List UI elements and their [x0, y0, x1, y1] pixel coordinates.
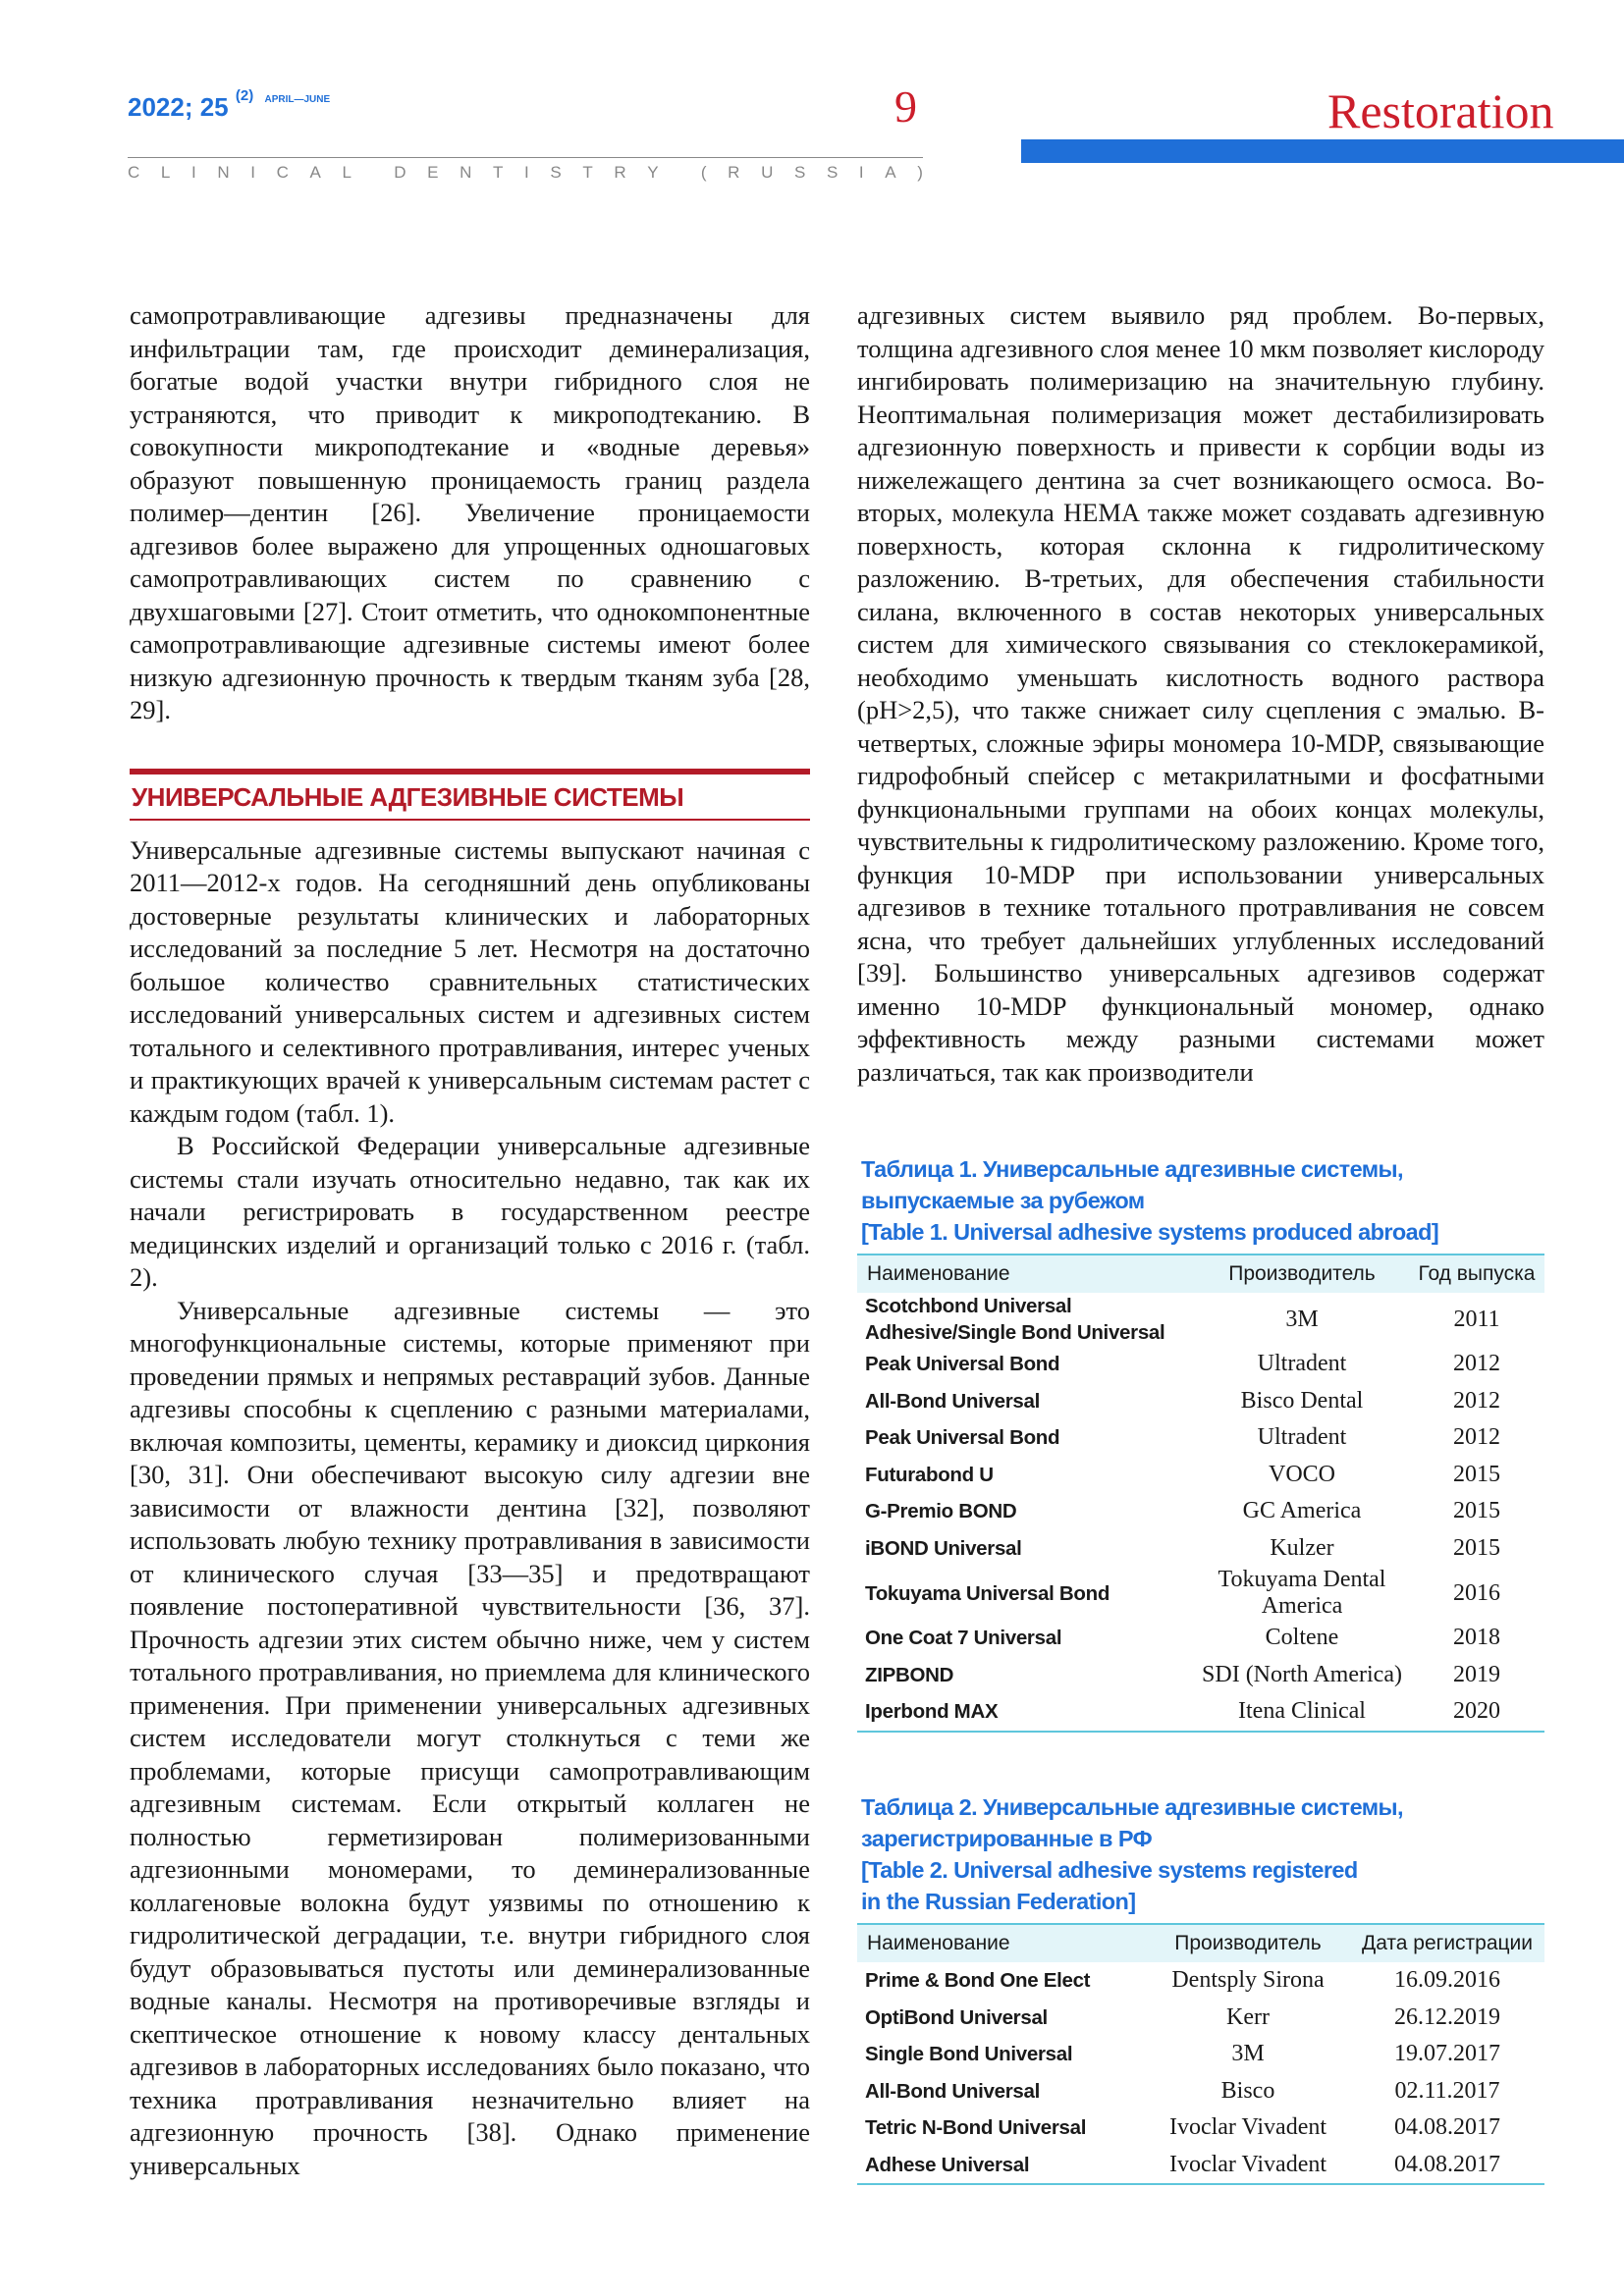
date-cell: 2015: [1453, 1534, 1500, 1561]
manufacturer-cell: Ultradent: [1257, 1351, 1347, 1377]
date-cell: 2020: [1409, 1693, 1544, 1732]
section-heading: УНИВЕРСАЛЬНЫЕ АДГЕЗИВНЫЕ СИСТЕМЫ: [130, 774, 810, 821]
date-cell: 2015: [1453, 1461, 1500, 1487]
column-header: Дата регистрации: [1350, 1924, 1544, 1962]
header-rule: [128, 157, 923, 158]
table-row: [857, 2073, 1544, 2110]
date-cell: 2011: [1453, 1306, 1500, 1332]
product-name-cell: Scotchbond Universal Adhesive/Single Bond Universal: [865, 1295, 1165, 1344]
manufacturer-cell: SDI (North America): [1202, 1661, 1402, 1687]
date-cell: 26.12.2019: [1394, 2003, 1500, 2030]
right-column: [857, 299, 1544, 1089]
journal-letter: S: [550, 163, 562, 182]
table-2-block: [857, 1791, 1544, 2185]
date-cell: 2012: [1453, 1387, 1500, 1414]
manufacturer-cell: Tokuyama Dental America: [1218, 1567, 1386, 1619]
paragraph: В Российской Федерации универсальные адгезивные системы стали изучать относительно недавно, так как их начали регистрировать в государственном реестре медицинских изделий и организаций только с 2016 г. (табл. 2).: [130, 1131, 810, 1292]
column-header: Производитель: [1146, 1924, 1350, 1962]
product-name-cell: Peak Universal Bond: [865, 1426, 1060, 1450]
table-row: [857, 1457, 1544, 1494]
table-1: [857, 1254, 1544, 1733]
journal-letter: U: [761, 163, 774, 182]
journal-letter: I: [191, 163, 196, 182]
table-row: [857, 1419, 1544, 1457]
date-cell: 19.07.2017: [1394, 2041, 1500, 2067]
journal-letter: N: [460, 163, 472, 182]
manufacturer-cell: Bisco Dental: [1240, 1387, 1364, 1414]
table-1-block: [857, 1153, 1544, 1733]
table-header-row: [857, 1924, 1544, 1962]
date-cell: 16.09.2016: [1394, 1967, 1500, 1994]
date-cell: 2018: [1453, 1625, 1500, 1651]
date-cell: 2016: [1453, 1579, 1500, 1606]
table-2-title: [861, 1791, 1544, 1917]
manufacturer-cell: Ivoclar Vivadent: [1168, 2114, 1327, 2141]
journal-letter: I: [250, 163, 255, 182]
table-row: [857, 1493, 1544, 1530]
manufacturer-cell: 3M: [1231, 2041, 1265, 2067]
table-row: [857, 2147, 1544, 2185]
date-cell: 2019: [1453, 1661, 1500, 1687]
table-row: [857, 2000, 1544, 2037]
table-row: [857, 1293, 1544, 1346]
issue-volume: 2022; 25: [128, 92, 229, 122]
journal-letter: S: [826, 163, 839, 182]
manufacturer-cell: 3M: [1285, 1306, 1319, 1332]
product-name-cell: All-Bond Universal: [865, 1389, 1040, 1413]
manufacturer-cell: Itena Clinical: [1195, 1693, 1409, 1732]
manufacturer-cell: Bisco: [1220, 2077, 1275, 2104]
section-heading-block: [130, 769, 810, 821]
journal-letter: D: [394, 163, 406, 182]
table-row: [857, 2036, 1544, 2073]
manufacturer-cell: Ultradent: [1257, 1424, 1347, 1451]
journal-letter: A: [309, 163, 321, 182]
journal-letter: ): [917, 163, 923, 182]
product-name-cell: iBOND Universal: [865, 1536, 1022, 1560]
product-name-cell: All-Bond Universal: [865, 2079, 1040, 2103]
product-name-cell: Adhese Universal: [857, 2147, 1146, 2185]
journal-letter: I: [858, 163, 864, 182]
journal-letter: C: [276, 163, 289, 182]
table-2-title-ru: Таблица 2. Универсальные адгезивные системы, зарегистрированные в РФ: [861, 1794, 1403, 1851]
column-header: Производитель: [1195, 1255, 1409, 1293]
paragraph: самопротравливающие адгезивы предназначены для инфильтрации там, где происходит деминерализация, богатые водой участки внутри гибридного слоя не устраняются, что приводит к микроподтеканию. В совокупности микроподтекание и «водные деревья» образуют повышенную проницаемость границ раздела полимер—дентин [26]. Увеличение проницаемости адгезивов более выражено для упрощенных одношаговых самопротравливающих систем по сравнению с двухшаговыми [27]. Стоит отметить, что однокомпонентные самопротравливающие адгезивные системы имеют более низкую адгезионную прочность к твердым тканям зуба [28, 29].: [130, 300, 810, 724]
table-1-title: [861, 1153, 1544, 1248]
product-name-cell: OptiBond Universal: [865, 2005, 1048, 2029]
date-cell: 04.08.2017: [1394, 2114, 1500, 2141]
product-name-cell: One Coat 7 Universal: [865, 1627, 1062, 1650]
left-column: [130, 299, 810, 2182]
manufacturer-cell: Kerr: [1226, 2003, 1270, 2030]
table-row: [857, 1530, 1544, 1568]
manufacturer-cell: VOCO: [1268, 1461, 1335, 1487]
manufacturer-cell: Ivoclar Vivadent: [1146, 2147, 1350, 2185]
table-1-title-ru: Таблица 1. Универсальные адгезивные системы, выпускаемые за рубежом: [861, 1156, 1403, 1213]
issue-months: APRIL—JUNE: [264, 94, 331, 105]
date-cell: 2015: [1453, 1498, 1500, 1524]
column-header: Год выпуска: [1409, 1255, 1544, 1293]
journal-letter: C: [128, 163, 140, 182]
table-row: [857, 1657, 1544, 1694]
paragraph: Универсальные адгезивные системы — это многофункциональные системы, которые применяют при проведении прямых и непрямых реставраций зубов. Данные адгезивы способны к сцеплению с разными материалами, включая композиты, цементы, керамику и диоксид циркония [30, 31]. Они обеспечивают высокую силу адгезии вне зависимости от влажности дентина [32], позволяют использовать любую технику протравливания в зависимости от клинического случая [33—35] и предотвращают появление постоперативной чувствительности [36, 37]. Прочность адгезии этих систем обычно ниже, чем у систем тотального протравливания, но приемлема для клинического применения. При применении универсальных адгезивных систем исследователи могут столкнуться с теми же проблемами, которые присущи самопротравливающим адгезивным системам. Если открытый коллаген не полностью герметизирован полимеризованными адгезионными мономерами, то деминерализованные коллагеновые волокна будут уязвимы по отношению к гидролитической деградации, т.е. внутри гибридного слоя будут образовываться пустоты или деминерализованные водные каналы. Несмотря на противоречивые взгляды и скептическое отношение к новому классу дентальных адгезивов в лабораторных исследованиях было показано, что техника протравливания незначительно влияет на адгезионную прочность [38]. Однако применение универсальных: [130, 1295, 810, 2180]
section-title: Restoration: [1327, 83, 1554, 138]
product-name-cell: Tokuyama Universal Bond: [865, 1581, 1110, 1605]
journal-letter: S: [793, 163, 806, 182]
product-name-cell: Single Bond Universal: [865, 2043, 1073, 2066]
product-name-cell: Tetric N-Bond Universal: [865, 2116, 1087, 2140]
journal-letter: Y: [647, 163, 659, 182]
manufacturer-cell: Coltene: [1265, 1625, 1339, 1651]
table-2: [857, 1923, 1544, 2185]
issue-number: (2): [235, 87, 254, 105]
journal-letter: R: [728, 163, 740, 182]
journal-letter: T: [582, 163, 593, 182]
table-row: [857, 2109, 1544, 2147]
journal-letter: (: [700, 163, 707, 182]
table-1-title-en: [Table 1. Universal adhesive systems produced abroad]: [861, 1219, 1439, 1245]
table-row: [857, 1383, 1544, 1420]
section-bar: [1021, 139, 1624, 163]
journal-name: [128, 163, 923, 183]
product-name-cell: Iperbond MAX: [857, 1693, 1195, 1732]
table-row: [857, 1567, 1544, 1620]
journal-letter: L: [342, 163, 352, 182]
date-cell: 04.08.2017: [1350, 2147, 1544, 2185]
table-2-title-en: [Table 2. Universal adhesive systems registered in the Russian Federation]: [861, 1857, 1358, 1914]
journal-letter: T: [493, 163, 504, 182]
table-row: [857, 1620, 1544, 1657]
journal-letter: N: [217, 163, 230, 182]
page-number: 9: [894, 81, 917, 132]
paragraph: адгезивных систем выявило ряд проблем. Во-первых, толщина адгезивного слоя менее 10 мкм позволяет кислороду ингибировать полимеризацию на значительную глубину. Неоптимальная полимеризация может дестабилизировать адгезионную поверхность и привести к сорбции воды из нижележащего дентина за счет возникающего осмоса. Во-вторых, молекула HEMA также может создавать адгезивную поверхность, которая склонна к гидролитическому разложению. В-третьих, для обеспечения стабильности силана, включенного в состав некоторых универсальных систем для химического связывания со стеклокерамикой, необходимо уменьшать кислотность водного раствора (pH>2,5), что также снижает силу сцепления с эмалью. В-четвертых, сложные эфиры мономера 10-MDP, связывающие гидрофобный спейсер с метакрилатными и фосфатными функциональными группами на обоих концах молекулы, чувствительны к гидролитическому разложению. Кроме того, функция 10-MDP при использовании универсальных адгезивов в технике тотального протравливания не совсем ясна, что требует дальнейших углубленных исследований [39]. Большинство универсальных адгезивов содержат именно 10-MDP функциональный мономер, однако эффективность между разными системами может различаться, так как производители: [857, 300, 1544, 1087]
manufacturer-cell: GC America: [1242, 1498, 1362, 1524]
journal-letter: R: [614, 163, 626, 182]
manufacturer-cell: Dentsply Sirona: [1171, 1967, 1325, 1994]
manufacturer-cell: Kulzer: [1270, 1534, 1334, 1561]
product-name-cell: Prime & Bond One Elect: [865, 1969, 1091, 1993]
date-cell: 2012: [1453, 1351, 1500, 1377]
product-name-cell: G-Premio BOND: [865, 1500, 1017, 1523]
journal-letter: A: [885, 163, 896, 182]
column-header: Наименование: [857, 1924, 1146, 1962]
issue-info: [128, 87, 331, 123]
product-name-cell: Futurabond U: [865, 1463, 994, 1486]
journal-letter: L: [160, 163, 171, 182]
journal-letter: I: [524, 163, 529, 182]
table-row: [857, 1346, 1544, 1383]
date-cell: 2012: [1453, 1424, 1500, 1451]
table-header-row: [857, 1255, 1544, 1293]
journal-letter: E: [427, 163, 439, 182]
product-name-cell: ZIPBOND: [865, 1663, 954, 1686]
paragraph: Универсальные адгезивные системы выпускают начиная с 2011—2012-х годов. На сегодняшний день опубликованы достоверные результаты клинических и лабораторных исследований за последние 5 лет. Несмотря на достаточно большое количество сравнительных статистических исследований универсальных систем и адгезивных систем тотального и селективного протравливания, интерес ученых и практикующих врачей к универсальным системам растет с каждым годом (табл. 1).: [130, 834, 810, 1128]
product-name-cell: Peak Universal Bond: [865, 1353, 1060, 1376]
date-cell: 02.11.2017: [1394, 2077, 1500, 2104]
column-header: Наименование: [857, 1255, 1195, 1293]
table-row: [857, 1962, 1544, 2000]
table-row: [857, 1693, 1544, 1732]
